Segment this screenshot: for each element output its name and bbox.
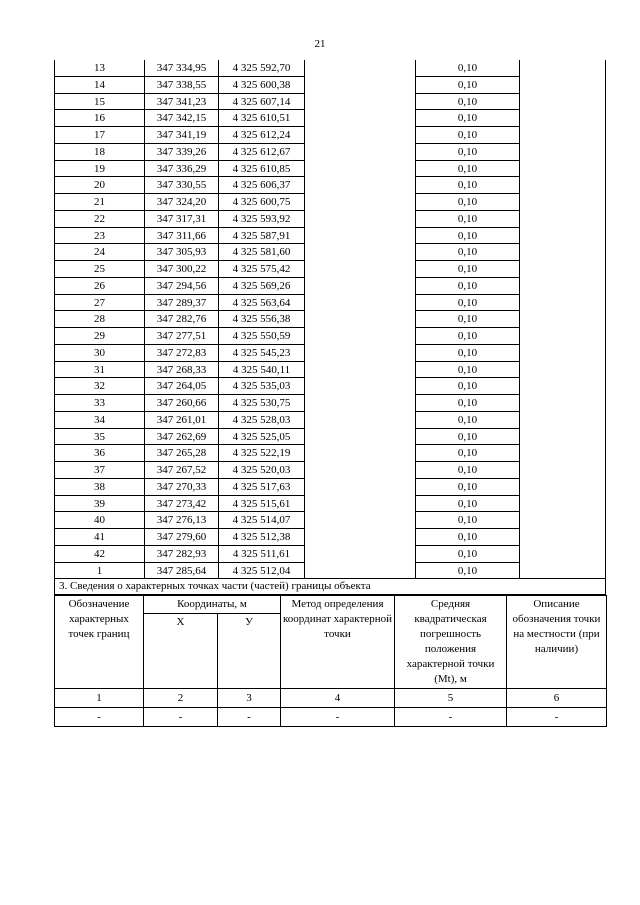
empty-cell xyxy=(305,462,415,479)
empty-cell xyxy=(520,362,606,379)
table-row xyxy=(54,429,606,446)
error-value: 0,10 xyxy=(415,144,520,161)
empty-cell xyxy=(305,127,415,144)
coordinate-x: 347 336,29 xyxy=(145,161,219,178)
empty-cell xyxy=(305,412,415,429)
coordinate-x: 347 282,93 xyxy=(145,546,219,563)
table-row xyxy=(54,278,606,295)
error-value: 0,10 xyxy=(415,311,520,328)
point-number: 40 xyxy=(54,512,145,529)
error-value: 0,10 xyxy=(415,177,520,194)
column-number: 3 xyxy=(218,689,281,708)
header-description: Описание обозначения точки на местности (при наличии) xyxy=(507,596,607,689)
table-row xyxy=(54,127,606,144)
coordinate-y: 4 325 581,60 xyxy=(219,244,305,261)
header-designation: Обозначение характерных точек границ xyxy=(55,596,144,689)
error-value: 0,10 xyxy=(415,110,520,127)
empty-cell xyxy=(520,295,606,312)
coordinate-y: 4 325 525,05 xyxy=(219,429,305,446)
error-value: 0,10 xyxy=(415,244,520,261)
table-row xyxy=(54,60,606,77)
column-number: 4 xyxy=(281,689,395,708)
empty-cell xyxy=(520,546,606,563)
empty-cell xyxy=(305,445,415,462)
table-row xyxy=(54,261,606,278)
error-value: 0,10 xyxy=(415,194,520,211)
table-row xyxy=(54,311,606,328)
empty-cell xyxy=(305,328,415,345)
point-number: 15 xyxy=(54,94,145,111)
table-row xyxy=(54,563,606,580)
point-number: 25 xyxy=(54,261,145,278)
table-row xyxy=(54,94,606,111)
error-value: 0,10 xyxy=(415,462,520,479)
coordinate-x: 347 273,42 xyxy=(145,496,219,513)
error-value: 0,10 xyxy=(415,228,520,245)
empty-value-cell: - xyxy=(144,708,218,727)
point-number: 26 xyxy=(54,278,145,295)
empty-cell xyxy=(305,378,415,395)
empty-cell xyxy=(305,177,415,194)
table-row xyxy=(54,228,606,245)
point-number: 13 xyxy=(54,60,145,77)
coordinate-x: 347 276,13 xyxy=(145,512,219,529)
error-value: 0,10 xyxy=(415,395,520,412)
point-number: 21 xyxy=(54,194,145,211)
point-number: 38 xyxy=(54,479,145,496)
coordinate-x: 347 341,19 xyxy=(145,127,219,144)
point-number: 27 xyxy=(54,295,145,312)
error-value: 0,10 xyxy=(415,278,520,295)
error-value: 0,10 xyxy=(415,479,520,496)
coordinate-x: 347 265,28 xyxy=(145,445,219,462)
empty-cell xyxy=(305,479,415,496)
error-value: 0,10 xyxy=(415,512,520,529)
error-value: 0,10 xyxy=(415,77,520,94)
empty-cell xyxy=(305,261,415,278)
empty-cell xyxy=(520,211,606,228)
coordinate-x: 347 270,33 xyxy=(145,479,219,496)
empty-cell xyxy=(305,161,415,178)
point-number: 14 xyxy=(54,77,145,94)
empty-cell xyxy=(520,228,606,245)
table-row xyxy=(54,177,606,194)
table-row xyxy=(54,362,606,379)
table-row xyxy=(54,144,606,161)
coordinate-y: 4 325 550,59 xyxy=(219,328,305,345)
coordinate-y: 4 325 545,23 xyxy=(219,345,305,362)
empty-cell xyxy=(305,144,415,161)
point-number: 19 xyxy=(54,161,145,178)
empty-cell xyxy=(520,496,606,513)
point-number: 35 xyxy=(54,429,145,446)
point-number: 39 xyxy=(54,496,145,513)
coordinate-x: 347 305,93 xyxy=(145,244,219,261)
error-value: 0,10 xyxy=(415,563,520,580)
empty-cell xyxy=(520,60,606,77)
table-row xyxy=(54,328,606,345)
point-number: 42 xyxy=(54,546,145,563)
empty-cell xyxy=(520,127,606,144)
coordinate-x: 347 261,01 xyxy=(145,412,219,429)
error-value: 0,10 xyxy=(415,94,520,111)
empty-cell xyxy=(520,529,606,546)
point-number: 1 xyxy=(54,563,145,580)
coordinate-y: 4 325 612,24 xyxy=(219,127,305,144)
error-value: 0,10 xyxy=(415,127,520,144)
error-value: 0,10 xyxy=(415,362,520,379)
point-number: 31 xyxy=(54,362,145,379)
empty-cell xyxy=(520,161,606,178)
empty-cell xyxy=(305,77,415,94)
coordinate-x: 347 272,83 xyxy=(145,345,219,362)
table-row xyxy=(54,529,606,546)
table-row xyxy=(54,77,606,94)
empty-cell xyxy=(520,479,606,496)
table-row xyxy=(54,295,606,312)
empty-value-cell: - xyxy=(218,708,281,727)
empty-cell xyxy=(305,228,415,245)
page-number: 21 xyxy=(314,38,326,50)
coordinate-x: 347 260,66 xyxy=(145,395,219,412)
empty-cell xyxy=(305,362,415,379)
empty-cell xyxy=(305,529,415,546)
table-row xyxy=(54,395,606,412)
coordinate-x: 347 341,23 xyxy=(145,94,219,111)
error-value: 0,10 xyxy=(415,445,520,462)
point-number: 22 xyxy=(54,211,145,228)
coordinate-y: 4 325 592,70 xyxy=(219,60,305,77)
coordinate-y: 4 325 610,85 xyxy=(219,161,305,178)
coordinate-x: 347 294,56 xyxy=(145,278,219,295)
error-value: 0,10 xyxy=(415,429,520,446)
table-row xyxy=(54,445,606,462)
coordinate-y: 4 325 540,11 xyxy=(219,362,305,379)
coordinate-y: 4 325 563,64 xyxy=(219,295,305,312)
coordinate-x: 347 279,60 xyxy=(145,529,219,546)
error-value: 0,10 xyxy=(415,496,520,513)
point-number: 23 xyxy=(54,228,145,245)
coordinate-y: 4 325 569,26 xyxy=(219,278,305,295)
header-error: Средняя квадратическая погрешность положения характерной точки (Мt), м xyxy=(395,596,507,689)
error-value: 0,10 xyxy=(415,378,520,395)
empty-cell xyxy=(305,295,415,312)
error-value: 0,10 xyxy=(415,529,520,546)
coordinate-y: 4 325 612,67 xyxy=(219,144,305,161)
empty-cell xyxy=(520,445,606,462)
empty-cell xyxy=(520,144,606,161)
coordinate-x: 347 262,69 xyxy=(145,429,219,446)
point-number: 29 xyxy=(54,328,145,345)
header-method: Метод определения координат характерной точки xyxy=(281,596,395,689)
point-number: 37 xyxy=(54,462,145,479)
boundary-points-table xyxy=(54,595,607,727)
coordinate-y: 4 325 517,63 xyxy=(219,479,305,496)
coordinate-x: 347 339,26 xyxy=(145,144,219,161)
empty-cell xyxy=(520,278,606,295)
coordinate-x: 347 311,66 xyxy=(145,228,219,245)
table-row xyxy=(54,479,606,496)
coordinate-y: 4 325 515,61 xyxy=(219,496,305,513)
empty-cell xyxy=(520,328,606,345)
table-row xyxy=(54,462,606,479)
coordinate-y: 4 325 593,92 xyxy=(219,211,305,228)
empty-cell xyxy=(520,94,606,111)
point-number: 17 xyxy=(54,127,145,144)
error-value: 0,10 xyxy=(415,161,520,178)
coordinate-y: 4 325 535,03 xyxy=(219,378,305,395)
coordinate-y: 4 325 607,14 xyxy=(219,94,305,111)
empty-cell xyxy=(305,546,415,563)
point-number: 36 xyxy=(54,445,145,462)
empty-cell xyxy=(305,60,415,77)
error-value: 0,10 xyxy=(415,261,520,278)
point-number: 34 xyxy=(54,412,145,429)
empty-cell xyxy=(305,563,415,580)
coordinate-y: 4 325 511,61 xyxy=(219,546,305,563)
empty-cell xyxy=(520,429,606,446)
coordinate-y: 4 325 556,38 xyxy=(219,311,305,328)
empty-cell xyxy=(305,496,415,513)
error-value: 0,10 xyxy=(415,328,520,345)
points-table xyxy=(54,60,606,579)
point-number: 20 xyxy=(54,177,145,194)
table-row xyxy=(54,110,606,127)
coordinate-x: 347 268,33 xyxy=(145,362,219,379)
point-number: 33 xyxy=(54,395,145,412)
table-row xyxy=(54,345,606,362)
coordinate-x: 347 334,95 xyxy=(145,60,219,77)
coordinate-y: 4 325 610,51 xyxy=(219,110,305,127)
empty-cell xyxy=(305,345,415,362)
table-row xyxy=(54,161,606,178)
point-number: 24 xyxy=(54,244,145,261)
coordinate-y: 4 325 522,19 xyxy=(219,445,305,462)
section3-title: 3. Сведения о характерных точках части (частей) границы объекта xyxy=(54,578,606,595)
empty-cell xyxy=(305,94,415,111)
point-number: 28 xyxy=(54,311,145,328)
point-number: 30 xyxy=(54,345,145,362)
empty-cell xyxy=(520,311,606,328)
empty-cell xyxy=(520,563,606,580)
coordinate-x: 347 330,55 xyxy=(145,177,219,194)
empty-cell xyxy=(305,311,415,328)
coordinate-y: 4 325 600,75 xyxy=(219,194,305,211)
error-value: 0,10 xyxy=(415,60,520,77)
point-number: 16 xyxy=(54,110,145,127)
empty-value-cell: - xyxy=(507,708,607,727)
error-value: 0,10 xyxy=(415,546,520,563)
table-row xyxy=(54,496,606,513)
column-number: 2 xyxy=(144,689,218,708)
empty-cell xyxy=(520,345,606,362)
column-number: 5 xyxy=(395,689,507,708)
coordinate-x: 347 342,15 xyxy=(145,110,219,127)
coordinate-x: 347 267,52 xyxy=(145,462,219,479)
error-value: 0,10 xyxy=(415,345,520,362)
table-row xyxy=(54,211,606,228)
point-number: 32 xyxy=(54,378,145,395)
coordinate-y: 4 325 512,04 xyxy=(219,563,305,580)
table-row xyxy=(54,512,606,529)
coordinate-y: 4 325 512,38 xyxy=(219,529,305,546)
error-value: 0,10 xyxy=(415,412,520,429)
empty-cell xyxy=(520,244,606,261)
table-row xyxy=(54,546,606,563)
empty-value-cell: - xyxy=(395,708,507,727)
coordinate-y: 4 325 530,75 xyxy=(219,395,305,412)
empty-cell xyxy=(305,244,415,261)
coordinate-x: 347 277,51 xyxy=(145,328,219,345)
coordinate-x: 347 300,22 xyxy=(145,261,219,278)
coordinate-x: 347 317,31 xyxy=(145,211,219,228)
empty-cell xyxy=(520,261,606,278)
empty-cell xyxy=(520,412,606,429)
table-row xyxy=(54,244,606,261)
coordinate-y: 4 325 514,07 xyxy=(219,512,305,529)
empty-cell xyxy=(520,395,606,412)
coordinate-y: 4 325 575,42 xyxy=(219,261,305,278)
empty-cell xyxy=(520,378,606,395)
error-value: 0,10 xyxy=(415,211,520,228)
empty-cell xyxy=(305,110,415,127)
error-value: 0,10 xyxy=(415,295,520,312)
coordinate-y: 4 325 606,37 xyxy=(219,177,305,194)
empty-cell xyxy=(520,512,606,529)
table-row xyxy=(54,378,606,395)
table-row xyxy=(54,194,606,211)
header-x: Х xyxy=(144,614,218,689)
empty-value-cell: - xyxy=(281,708,395,727)
coordinate-y: 4 325 520,03 xyxy=(219,462,305,479)
empty-cell xyxy=(520,194,606,211)
coordinate-y: 4 325 528,03 xyxy=(219,412,305,429)
point-number: 41 xyxy=(54,529,145,546)
empty-cell xyxy=(305,395,415,412)
column-number: 6 xyxy=(507,689,607,708)
coordinate-y: 4 325 587,91 xyxy=(219,228,305,245)
coordinate-x: 347 338,55 xyxy=(145,77,219,94)
empty-cell xyxy=(305,278,415,295)
empty-cell xyxy=(520,77,606,94)
coordinate-x: 347 324,20 xyxy=(145,194,219,211)
empty-cell xyxy=(520,110,606,127)
coordinate-x: 347 282,76 xyxy=(145,311,219,328)
empty-cell xyxy=(520,462,606,479)
coordinate-y: 4 325 600,38 xyxy=(219,77,305,94)
empty-value-cell: - xyxy=(55,708,144,727)
empty-cell xyxy=(305,512,415,529)
table-row xyxy=(54,412,606,429)
coordinate-x: 347 289,37 xyxy=(145,295,219,312)
empty-cell xyxy=(305,194,415,211)
coordinate-x: 347 264,05 xyxy=(145,378,219,395)
coordinate-x: 347 285,64 xyxy=(145,563,219,580)
column-number: 1 xyxy=(55,689,144,708)
empty-cell xyxy=(305,429,415,446)
header-y: У xyxy=(218,614,281,689)
empty-cell xyxy=(520,177,606,194)
header-coordinates: Координаты, м xyxy=(144,596,281,614)
point-number: 18 xyxy=(54,144,145,161)
empty-cell xyxy=(305,211,415,228)
